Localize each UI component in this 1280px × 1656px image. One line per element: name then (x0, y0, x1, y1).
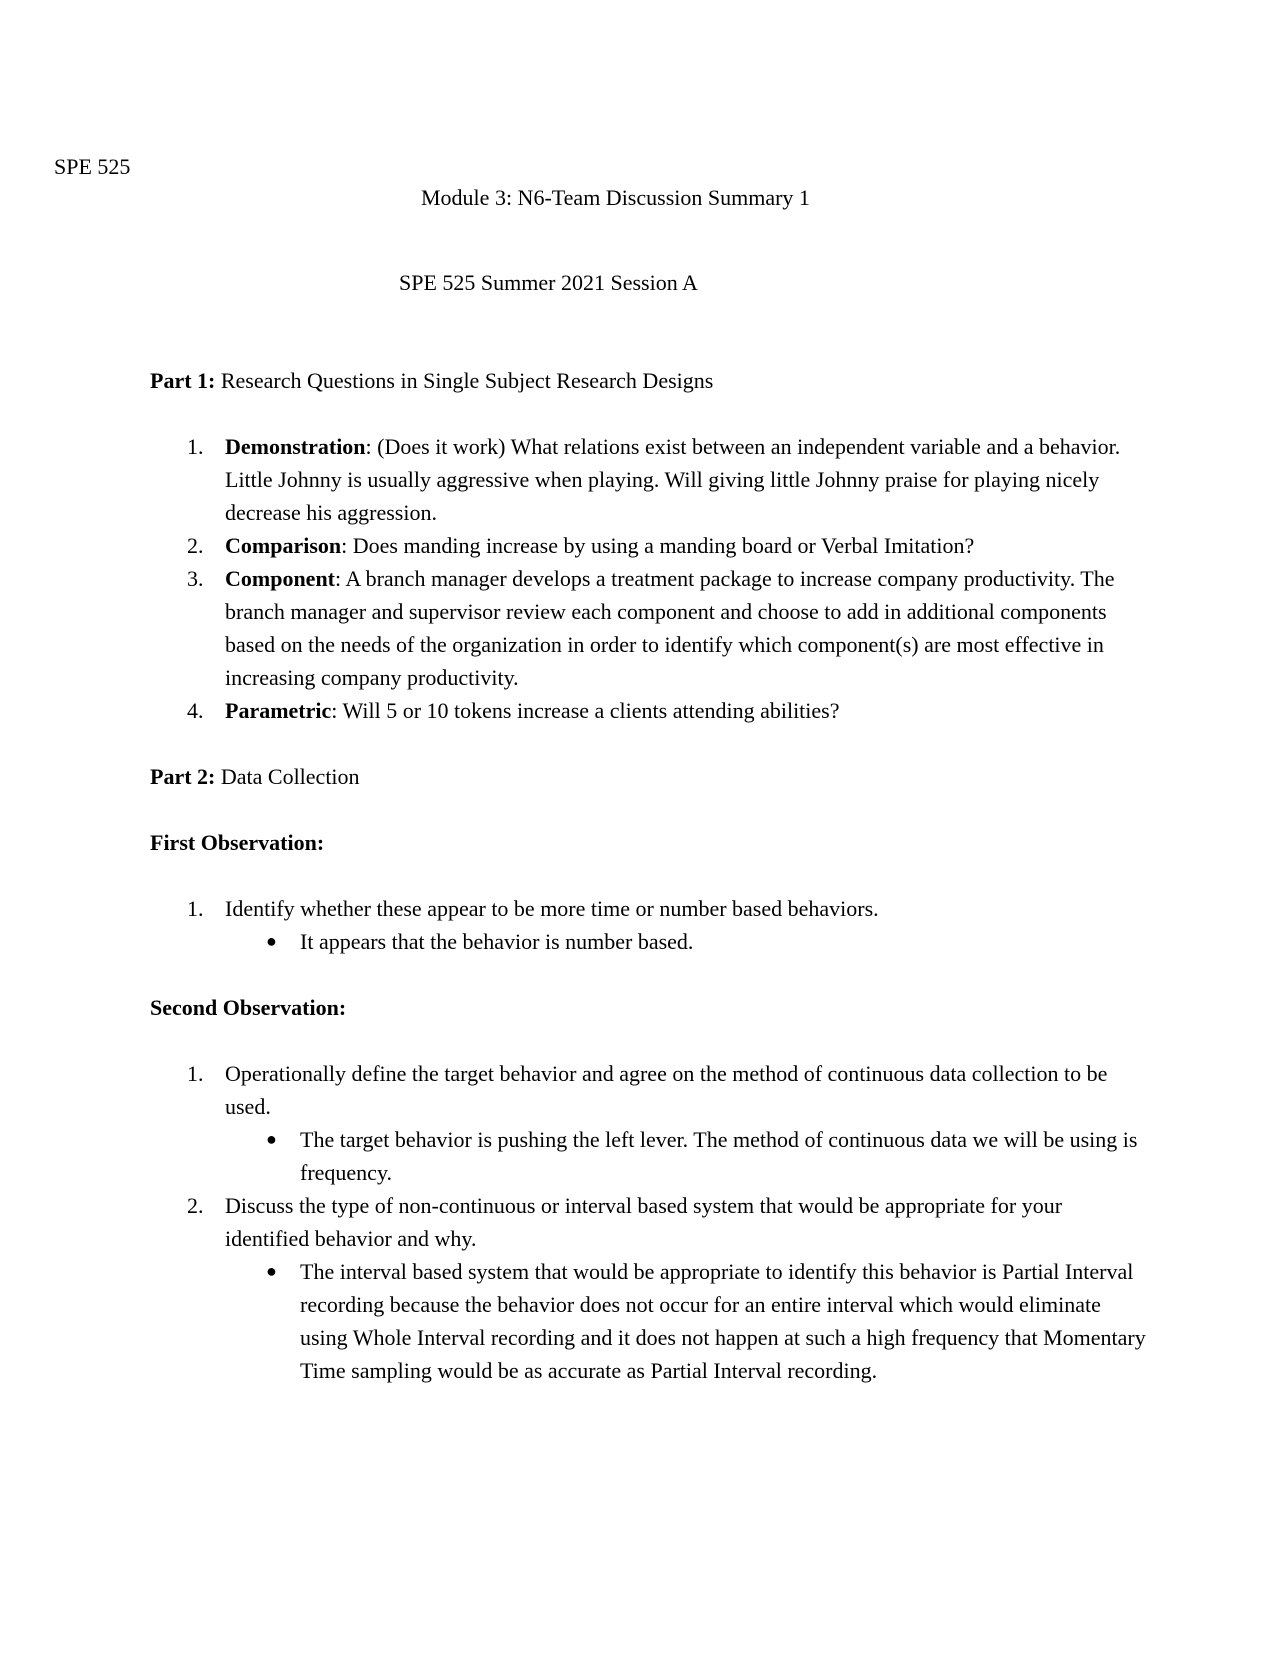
part1-heading (150, 364, 1150, 397)
list-item (150, 694, 1150, 727)
item-number: 1. (187, 1061, 204, 1086)
document-subtitle: SPE 525 Summer 2021 Session A (399, 270, 698, 295)
research-questions-list (150, 430, 1150, 727)
item-text: : Does manding increase by using a manding board or Verbal Imitation? (341, 533, 975, 558)
item-number: 4. (187, 698, 204, 723)
item-term: Comparison (225, 533, 342, 558)
part1-title: Research Questions in Single Subject Research Designs (215, 368, 714, 393)
first-observation-list (150, 892, 1150, 958)
part2-heading (150, 760, 1150, 793)
second-observation-list (150, 1057, 1150, 1387)
bullet-list (225, 925, 1150, 958)
bullet-text: It appears that the behavior is number based. (300, 929, 694, 954)
document-title: Module 3: N6-Team Discussion Summary 1 (421, 185, 810, 210)
second-observation-heading: Second Observation: (150, 995, 347, 1020)
part2-title: Data Collection (215, 764, 360, 789)
bullet-text: The target behavior is pushing the left lever. The method of continuous data we will be using is frequency. (300, 1127, 1138, 1185)
item-text: : Will 5 or 10 tokens increase a clients attending abilities? (331, 698, 840, 723)
bullet-item (225, 925, 1150, 958)
bullet-text: The interval based system that would be appropriate to identify this behavior is Partial Interval recording because the behavior does not occur for an entire interval which would eliminate using Whole Interval recording and it does not happen at such a high frequency that Momentary Time sampling would be as accurate as Partial Interval recording. (300, 1259, 1146, 1383)
course-code: SPE 525 (54, 154, 131, 179)
item-term: Parametric (225, 698, 332, 723)
item-text: : (Does it work) What relations exist between an independent variable and a behavior. Little Johnny is usually aggressive when playing. Will giving little Johnny praise for playing nicely decrease his aggression. (225, 434, 1121, 525)
bullet-list (225, 1123, 1150, 1189)
item-term: Demonstration (225, 434, 366, 459)
item-text: Identify whether these appear to be more time or number based behaviors. (225, 896, 879, 921)
bullet-item (225, 1255, 1150, 1387)
part2-label: Part 2: (150, 764, 216, 789)
item-text: Operationally define the target behavior and agree on the method of continuous data collection to be used. (225, 1061, 1108, 1119)
list-item (150, 1057, 1150, 1189)
bullet-icon: ● (266, 931, 277, 951)
list-item (150, 529, 1150, 562)
list-item (150, 430, 1150, 529)
list-item (150, 892, 1150, 958)
part1-label: Part 1: (150, 368, 216, 393)
bullet-list (225, 1255, 1150, 1387)
bullet-icon: ● (266, 1129, 277, 1149)
item-number: 2. (187, 1193, 204, 1218)
bullet-item (225, 1123, 1150, 1189)
item-text: : A branch manager develops a treatment package to increase company productivity. The branch manager and supervisor review each component and choose to add in additional components based on the needs of the organization in order to identify which component(s) are most effective in increasing company productivity. (225, 566, 1115, 690)
item-term: Component (225, 566, 336, 591)
item-number: 1. (187, 896, 204, 921)
item-number: 3. (187, 566, 204, 591)
item-number: 1. (187, 434, 204, 459)
bullet-icon: ● (266, 1261, 277, 1281)
first-observation-heading: First Observation: (150, 830, 325, 855)
document-body (150, 364, 1150, 1387)
list-item (150, 562, 1150, 694)
list-item (150, 1189, 1150, 1387)
item-number: 2. (187, 533, 204, 558)
item-text: Discuss the type of non-continuous or interval based system that would be appropriate for your identified behavior and why. (225, 1193, 1063, 1251)
